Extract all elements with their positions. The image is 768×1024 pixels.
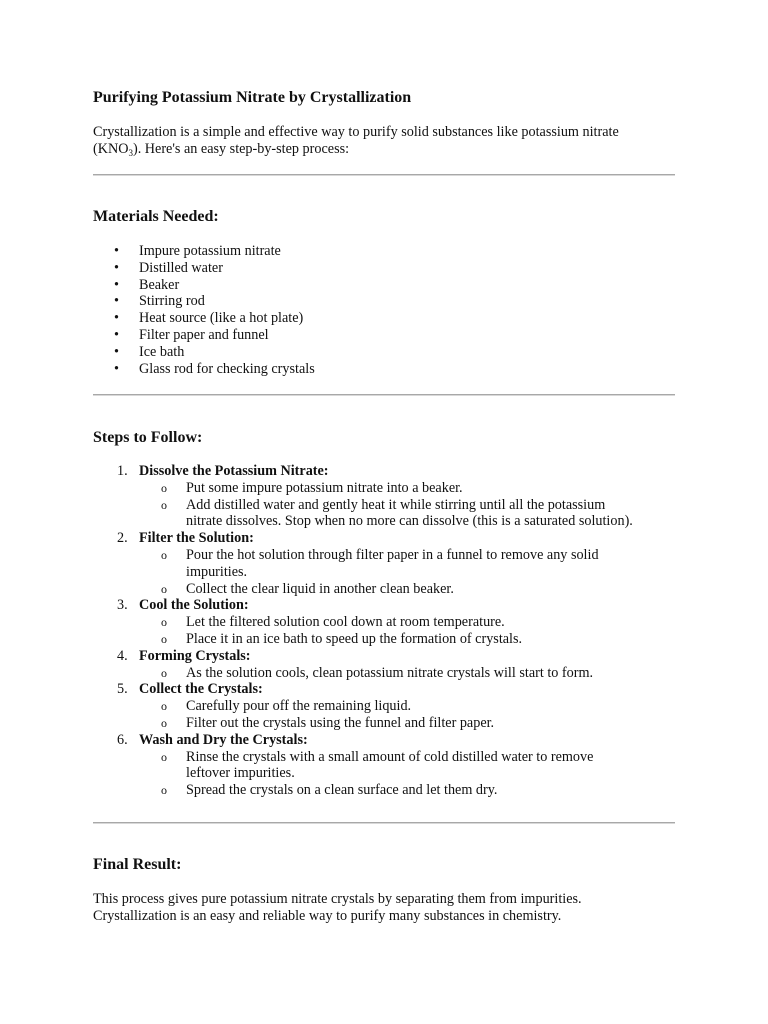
- material-item: [93, 260, 315, 277]
- material-item-label: Heat source (like a hot plate): [139, 310, 304, 327]
- material-item: [93, 243, 315, 260]
- sub-bullet-glyph: o: [161, 581, 167, 596]
- bullet-glyph: •: [114, 326, 119, 343]
- substep-text-line: nitrate dissolves. Stop when no more can dissolve (this is a saturated solution).: [186, 513, 633, 530]
- substep-text-line: Add distilled water and gently heat it while stirring until all the potassium: [186, 496, 606, 513]
- material-item: [93, 361, 315, 378]
- step-substeps: [139, 614, 675, 648]
- material-item-label: Beaker: [139, 276, 180, 293]
- substep-text-line: leftover impurities.: [186, 765, 295, 782]
- substep-item: [139, 480, 675, 497]
- step-substeps: [139, 665, 675, 682]
- material-item: [93, 277, 315, 294]
- divider-1: [93, 174, 675, 176]
- bullet-glyph: •: [114, 276, 119, 293]
- intro-formula-subscript: 3: [128, 147, 133, 158]
- steps-heading: Steps to Follow:: [93, 429, 203, 446]
- step-item: [93, 597, 675, 647]
- substep-item: [139, 497, 675, 531]
- divider-2: [93, 394, 675, 396]
- step-number: 1.: [117, 463, 128, 479]
- substep-text-line: As the solution cools, clean potassium nitrate crystals will start to form.: [186, 664, 594, 681]
- bullet-glyph: •: [114, 293, 119, 310]
- material-item-label: Filter paper and funnel: [139, 326, 269, 343]
- material-item-label: Distilled water: [139, 259, 223, 276]
- step-item: [93, 648, 675, 682]
- substep-text-line: Put some impure potassium nitrate into a beaker.: [186, 479, 463, 496]
- step-number: 5.: [117, 681, 128, 698]
- step-number: 2.: [117, 530, 128, 547]
- bullet-glyph: •: [114, 360, 119, 377]
- substep-item: [139, 749, 675, 783]
- intro-formula-prefix: (KNO: [93, 140, 129, 157]
- material-item-label: Impure potassium nitrate: [139, 243, 281, 259]
- step-item: [93, 530, 675, 597]
- sub-bullet-glyph: o: [161, 665, 167, 680]
- bullet-glyph: •: [114, 310, 119, 327]
- materials-list: [93, 243, 315, 377]
- intro-line-2: [93, 141, 675, 158]
- sub-bullet-glyph: o: [161, 480, 167, 495]
- substep-item: [139, 715, 675, 732]
- material-item: [93, 293, 315, 310]
- result-line-1: This process gives pure potassium nitrate crystals by separating them from impurities.: [93, 891, 582, 907]
- bullet-glyph: •: [114, 343, 119, 360]
- sub-bullet-glyph: o: [161, 783, 167, 798]
- substep-item: [139, 782, 675, 799]
- substep-item: [139, 547, 675, 581]
- substep-text-line: impurities.: [186, 563, 248, 580]
- divider-3: [93, 822, 675, 824]
- step-number: 6.: [117, 731, 128, 748]
- step-title: Cool the Solution:: [139, 597, 249, 614]
- sub-bullet-glyph: o: [161, 749, 167, 764]
- material-item: [93, 310, 315, 327]
- bullet-glyph: •: [114, 243, 119, 259]
- step-substeps: [139, 749, 675, 799]
- substep-item: [139, 665, 675, 682]
- material-item-label: Glass rod for checking crystals: [139, 360, 315, 377]
- substep-item: [139, 614, 675, 631]
- step-title: Filter the Solution:: [139, 530, 254, 547]
- substep-text-line: Pour the hot solution through filter paper in a funnel to remove any solid: [186, 546, 599, 563]
- material-item-label: Stirring rod: [139, 293, 205, 310]
- materials-heading: Materials Needed:: [93, 208, 219, 225]
- step-title: Dissolve the Potassium Nitrate:: [139, 463, 329, 479]
- result-paragraph: [93, 891, 675, 925]
- step-substeps: [139, 547, 675, 597]
- step-title: Collect the Crystals:: [139, 681, 263, 698]
- substep-item: [139, 581, 675, 598]
- substep-text-line: Place it in an ice bath to speed up the formation of crystals.: [186, 630, 523, 647]
- step-item: [93, 463, 675, 530]
- substep-item: [139, 631, 675, 648]
- material-item: [93, 344, 315, 361]
- sub-bullet-glyph: o: [161, 547, 167, 562]
- sub-bullet-glyph: o: [161, 631, 167, 646]
- step-item: [93, 732, 675, 799]
- material-item: [93, 327, 315, 344]
- intro-formula-suffix: ). Here's an easy step-by-step process:: [132, 140, 350, 157]
- substep-text-line: Spread the crystals on a clean surface and let them dry.: [186, 782, 498, 799]
- result-heading: Final Result:: [93, 856, 182, 873]
- step-item: [93, 681, 675, 731]
- intro-paragraph: [93, 124, 675, 158]
- step-number: 3.: [117, 597, 128, 614]
- step-substeps: [139, 480, 675, 530]
- material-item-label: Ice bath: [139, 343, 185, 360]
- substep-text-line: Filter out the crystals using the funnel and filter paper.: [186, 714, 495, 731]
- sub-bullet-glyph: o: [161, 699, 167, 714]
- sub-bullet-glyph: o: [161, 615, 167, 630]
- page-title: Purifying Potassium Nitrate by Crystallization: [93, 89, 412, 106]
- intro-line-1: Crystallization is a simple and effective way to purify solid substances like potassium nitrate: [93, 124, 619, 140]
- steps-list: [93, 463, 675, 799]
- bullet-glyph: •: [114, 259, 119, 276]
- substep-text-line: Let the filtered solution cool down at room temperature.: [186, 614, 505, 631]
- substep-text-line: Collect the clear liquid in another clean beaker.: [186, 580, 454, 597]
- sub-bullet-glyph: o: [161, 715, 167, 730]
- substep-text-line: Carefully pour off the remaining liquid.: [186, 698, 412, 715]
- sub-bullet-glyph: o: [161, 497, 167, 512]
- step-substeps: [139, 698, 675, 732]
- step-title: Wash and Dry the Crystals:: [139, 731, 308, 748]
- result-line-2: Crystallization is an easy and reliable way to purify many substances in chemistry.: [93, 907, 562, 924]
- step-title: Forming Crystals:: [139, 647, 251, 664]
- substep-item: [139, 698, 675, 715]
- substep-text-line: Rinse the crystals with a small amount of cold distilled water to remove: [186, 748, 594, 765]
- step-number: 4.: [117, 647, 128, 664]
